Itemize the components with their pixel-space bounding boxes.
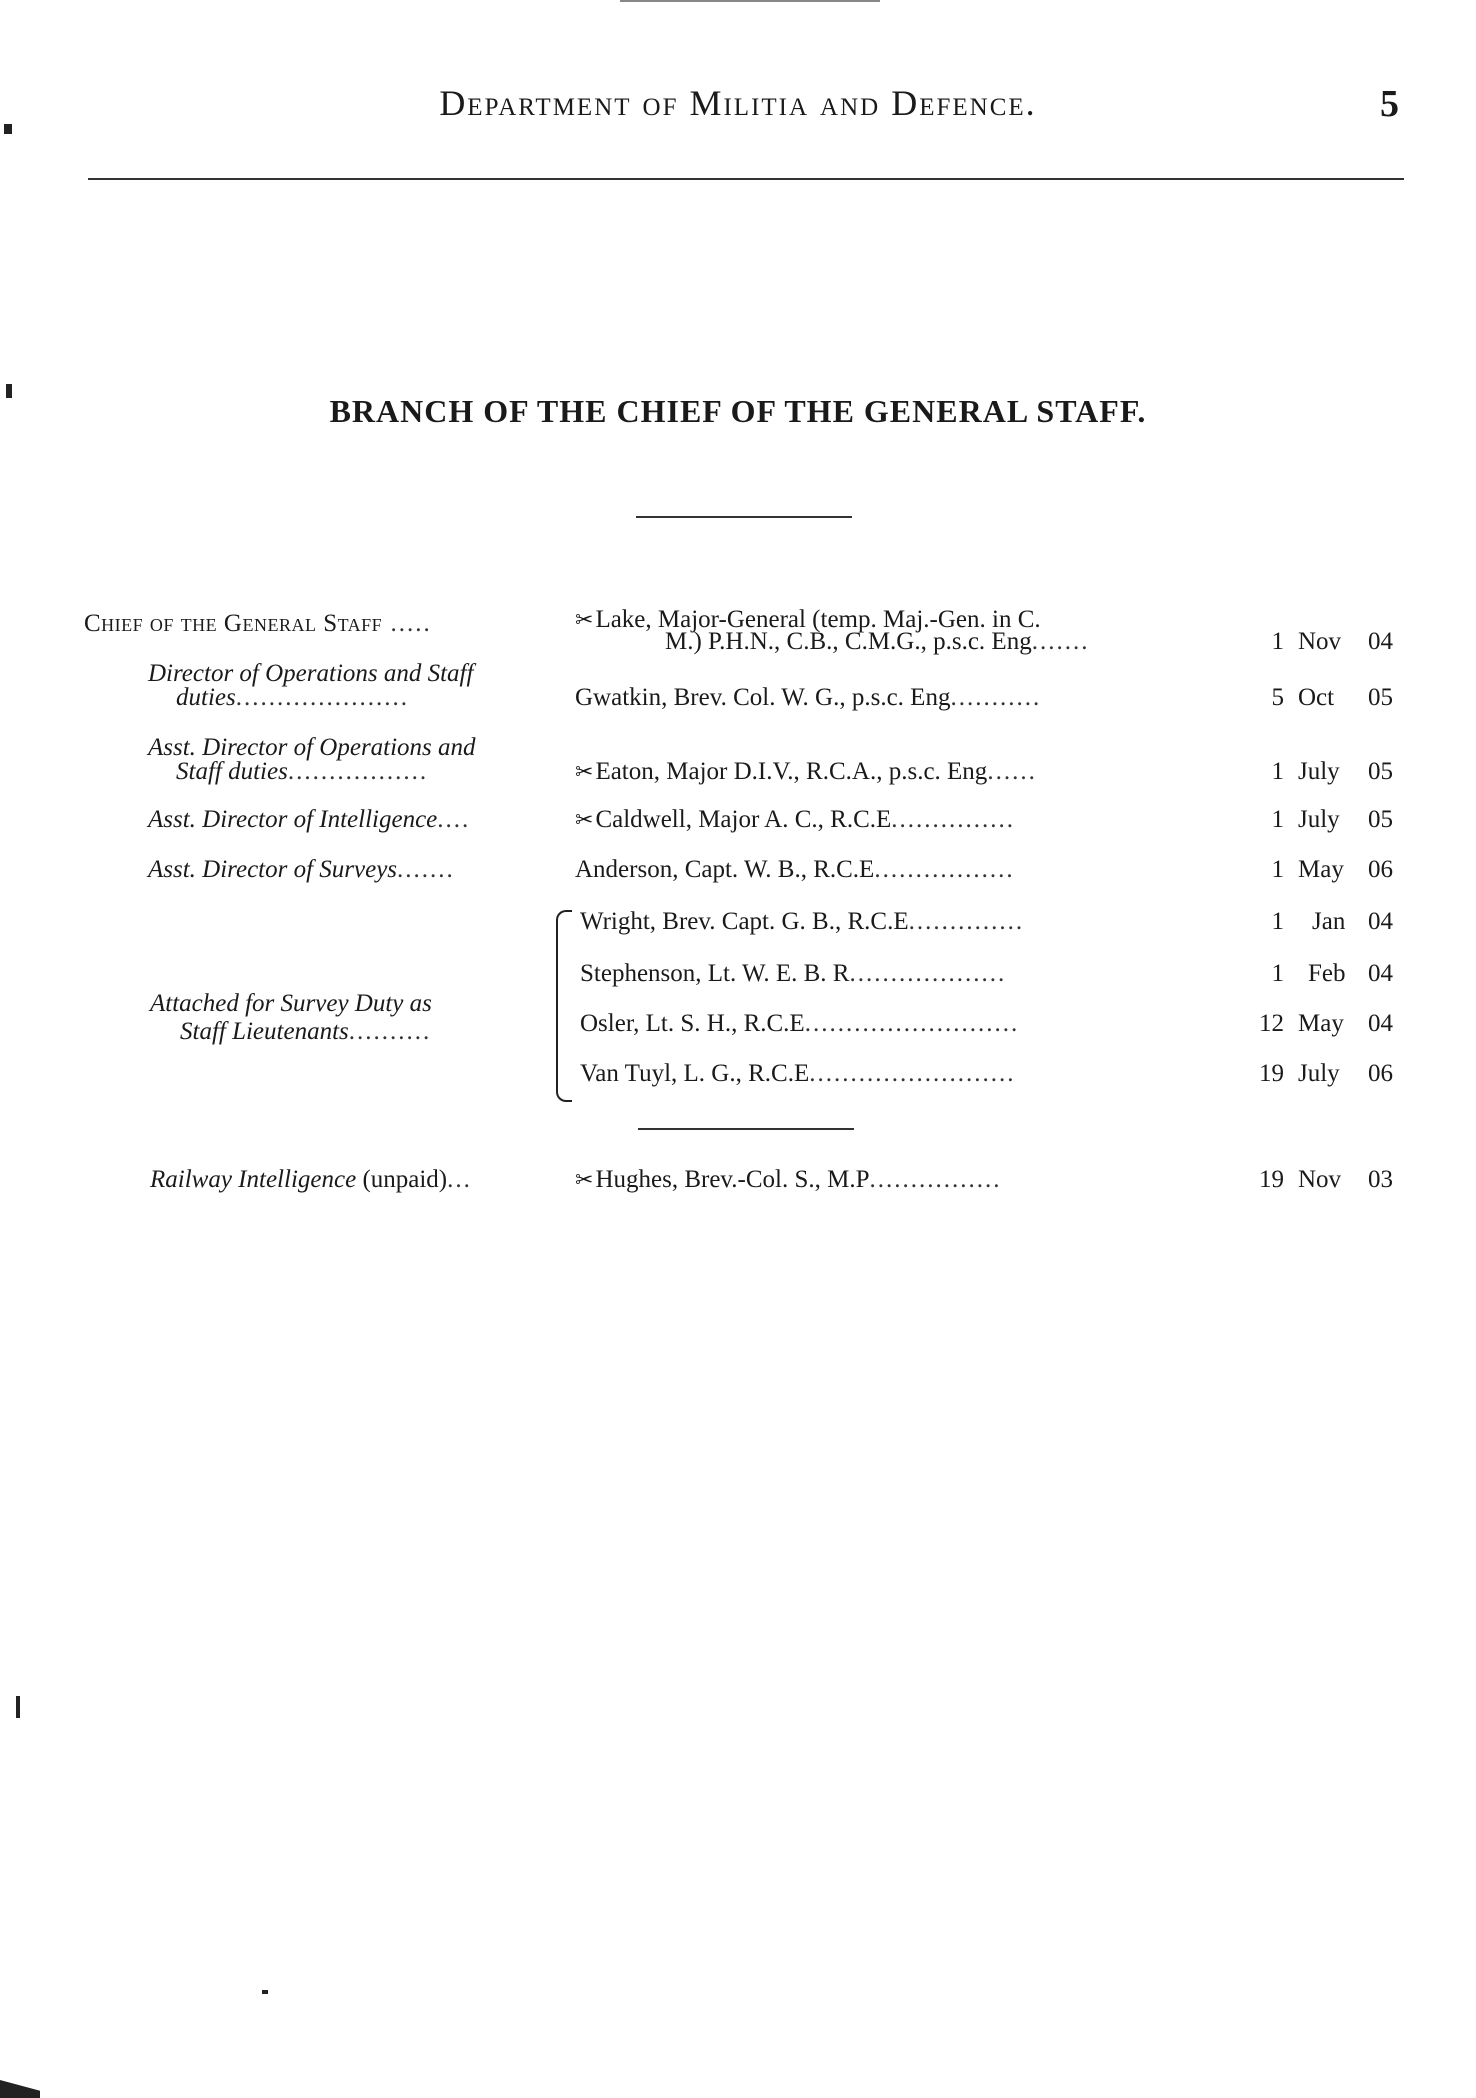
table-row: [0, 1166, 1476, 1200]
date-month: Jan: [1312, 908, 1346, 935]
date-month: Oct: [1298, 684, 1335, 711]
date-month: Nov: [1298, 628, 1342, 655]
date-day: 12: [1259, 1010, 1284, 1037]
row-label: Railway Intelligence (unpaid)...: [150, 1166, 472, 1193]
title-rule: [636, 516, 852, 518]
row-entry: Anderson, Capt. W. B., R.C.E.................: [575, 856, 1015, 883]
date-day: 5: [1271, 684, 1284, 711]
date-day: 19: [1259, 1060, 1284, 1087]
date-day: 1: [1271, 908, 1284, 935]
date-month: July: [1298, 806, 1340, 833]
table-row: [0, 660, 1476, 714]
row-label: Asst. Director of Surveys.......: [148, 856, 455, 883]
table-row: [0, 1060, 1476, 1094]
survey-group-label-line1: Attached for Survey Duty as: [150, 990, 432, 1017]
scan-speck: [262, 1990, 268, 1994]
date-month: May: [1298, 856, 1344, 883]
row-entry: Stephenson, Lt. W. E. B. R...................: [580, 960, 1007, 987]
table-row: [0, 806, 1476, 840]
date-month: Feb: [1308, 960, 1346, 987]
row-entry: ✂Hughes, Brev.-Col. S., M.P................: [575, 1166, 1002, 1193]
row-label-line1: Director of Operations and Staff: [148, 660, 474, 687]
date-month: July: [1298, 758, 1340, 785]
header-rule: [88, 178, 1404, 180]
date-year: 04: [1368, 1010, 1393, 1037]
date-day: 1: [1271, 806, 1284, 833]
scan-speck: [4, 124, 12, 134]
scissors-icon: ✂: [575, 807, 594, 832]
row-entry: ✂Caldwell, Major A. C., R.C.E...............: [575, 806, 1016, 833]
date-day: 1: [1271, 856, 1284, 883]
table-row: [0, 1010, 1476, 1044]
row-entry: ✂Eaton, Major D.I.V., R.C.A., p.s.c. Eng......: [575, 758, 1037, 785]
section-rule: [638, 1128, 854, 1130]
row-label-line2: Staff duties.................: [176, 758, 429, 785]
scan-speck: [620, 0, 880, 2]
row-label-line1: Asst. Director of Operations and: [148, 734, 476, 761]
branch-title: BRANCH OF THE CHIEF OF THE GENERAL STAFF.: [329, 393, 1147, 429]
date-year: 05: [1368, 758, 1393, 785]
scan-speck: [6, 384, 12, 398]
table-row: [0, 734, 1476, 790]
date-year: 04: [1368, 908, 1393, 935]
scan-speck: [0, 2080, 40, 2098]
date-day: 19: [1259, 1166, 1284, 1193]
date-year: 05: [1368, 684, 1393, 711]
scan-speck: [16, 1696, 20, 1718]
row-label: Asst. Director of Intelligence....: [148, 806, 471, 833]
date-month: May: [1298, 1010, 1344, 1037]
date-day: 1: [1271, 758, 1284, 785]
date-month: Nov: [1298, 1166, 1342, 1193]
date-year: 05: [1368, 806, 1393, 833]
table-row: [0, 856, 1476, 890]
table-row: [0, 908, 1476, 942]
row-label-line2: duties.....................: [176, 684, 409, 711]
table-row: [0, 606, 1476, 656]
date-year: 06: [1368, 1060, 1393, 1087]
date-year: 04: [1368, 960, 1393, 987]
row-entry: Van Tuyl, L. G., R.C.E.........................: [580, 1060, 1016, 1087]
row-entry: Osler, Lt. S. H., R.C.E..........................: [580, 1010, 1020, 1037]
date-year: 03: [1368, 1166, 1393, 1193]
date-month: July: [1298, 1060, 1340, 1087]
survey-group-label-line2: Staff Lieutenants..........: [180, 1018, 432, 1045]
running-header: Department of Militia and Defence.: [439, 83, 1037, 123]
row-entry: Wright, Brev. Capt. G. B., R.C.E..............: [580, 908, 1025, 935]
date-day: 1: [1271, 628, 1284, 655]
date-year: 04: [1368, 628, 1393, 655]
scissors-icon: ✂: [575, 1167, 594, 1192]
table-row: [0, 960, 1476, 994]
scissors-icon: ✂: [575, 759, 594, 784]
date-day: 1: [1271, 960, 1284, 987]
page-number: 5: [1380, 83, 1399, 125]
row-label: Chief of the General Staff .....: [84, 610, 432, 637]
row-entry: ✂Lake, Major-General (temp. Maj.-Gen. in C.: [575, 606, 1041, 633]
date-year: 06: [1368, 856, 1393, 883]
scissors-icon: ✂: [575, 607, 594, 632]
row-entry-continued: M.) P.H.N., C.B., C.M.G., p.s.c. Eng.......: [665, 628, 1090, 655]
row-entry: Gwatkin, Brev. Col. W. G., p.s.c. Eng...........: [575, 684, 1042, 711]
